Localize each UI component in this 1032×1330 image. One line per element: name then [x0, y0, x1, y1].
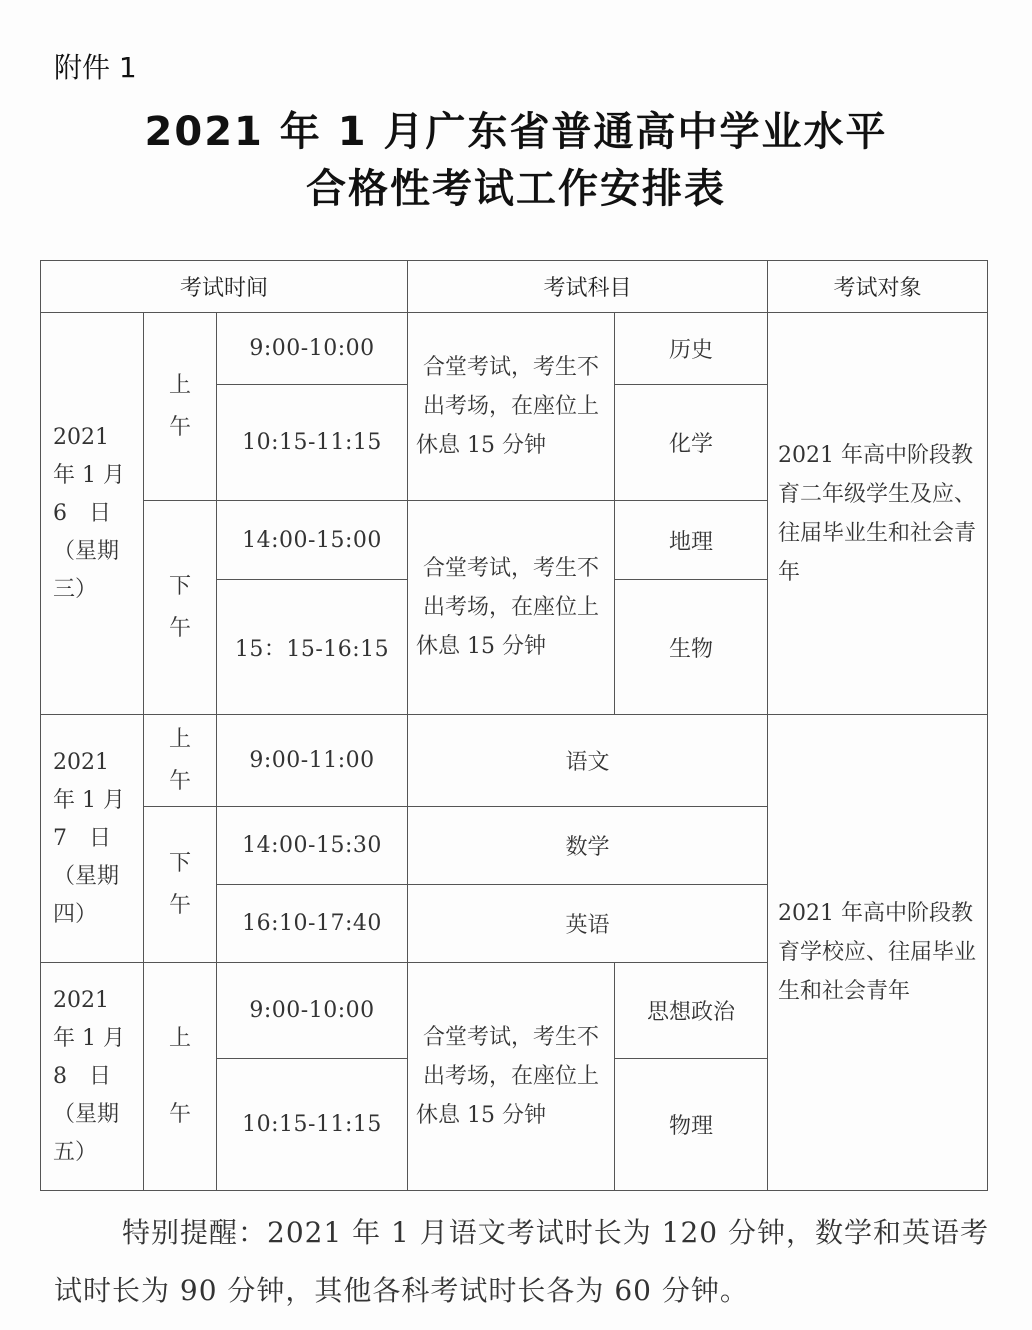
period-char: 午 [168, 1101, 191, 1127]
date-line: 年 1 月 [53, 787, 125, 813]
subject-cell: 语文 [408, 715, 768, 807]
subject-cell: 英语 [408, 885, 768, 963]
time-slot: 16:10-17:40 [217, 885, 408, 963]
period-char: 午 [168, 414, 191, 440]
date-line: 年 1 月 [53, 462, 125, 488]
date-line: 6 日 [53, 500, 111, 526]
period-char: 下 [168, 573, 191, 599]
period-char: 上 [168, 726, 191, 752]
header-exam-time: 考试时间 [41, 261, 408, 313]
header-exam-target: 考试对象 [768, 261, 988, 313]
time-slot: 14:00-15:00 [217, 501, 408, 580]
page-title-line-2: 合格性考试工作安排表 [306, 166, 726, 212]
period-morning [144, 963, 217, 1191]
date-line: 8 日 [53, 1063, 111, 1089]
date-line: （星期 [53, 863, 120, 889]
period-char: 下 [168, 850, 191, 876]
table-row [41, 313, 988, 385]
time-slot: 9:00-10:00 [217, 313, 408, 385]
attachment-label: 附件 1 [54, 51, 137, 84]
date-line: 2021 [53, 424, 109, 450]
date-line: （星期 [53, 1101, 120, 1127]
table-header-row [41, 261, 988, 313]
date-line: 2021 [53, 749, 109, 775]
header-exam-subject: 考试科目 [408, 261, 768, 313]
special-reminder: 特别提醒：2021 年 1 月语文考试时长为 120 分钟，数学和英语考试时长为 90 分钟，其他各科考试时长各为 60 分钟。 [54, 1216, 990, 1307]
time-slot: 15：15-16:15 [217, 580, 408, 715]
date-cell-day2 [41, 715, 144, 963]
time-slot: 10:15-11:15 [217, 1059, 408, 1191]
date-line: 三） [53, 576, 98, 602]
time-slot: 10:15-11:15 [217, 385, 408, 501]
period-afternoon [144, 807, 217, 963]
period-char: 上 [168, 1025, 191, 1051]
date-line: 2021 [53, 987, 109, 1013]
period-morning [144, 313, 217, 501]
period-char: 上 [168, 372, 191, 398]
date-line: 7 日 [53, 825, 111, 851]
target-cell-group1: 2021 年高中阶段教育二年级学生及应、往届毕业生和社会青年 [768, 313, 988, 715]
time-slot: 9:00-11:00 [217, 715, 408, 807]
table-row [41, 715, 988, 807]
session-note: 合堂考试，考生不出考场，在座位上休息 15 分钟 [408, 963, 615, 1191]
date-cell-day3 [41, 963, 144, 1191]
subject-cell: 思想政治 [615, 963, 768, 1059]
subject-cell: 物理 [615, 1059, 768, 1191]
page-title-line-1: 2021 年 1 月广东省普通高中学业水平 [144, 109, 888, 155]
subject-cell: 生物 [615, 580, 768, 715]
subject-cell: 数学 [408, 807, 768, 885]
time-slot: 14:00-15:30 [217, 807, 408, 885]
subject-cell: 化学 [615, 385, 768, 501]
date-line: 年 1 月 [53, 1025, 125, 1051]
date-line: 四） [53, 901, 98, 927]
period-char: 午 [168, 892, 191, 918]
date-line: （星期 [53, 538, 120, 564]
subject-cell: 地理 [615, 501, 768, 580]
period-char: 午 [168, 768, 191, 794]
period-afternoon [144, 501, 217, 715]
date-cell-day1 [41, 313, 144, 715]
session-note: 合堂考试，考生不出考场，在座位上休息 15 分钟 [408, 501, 615, 715]
date-line: 五） [53, 1139, 98, 1165]
target-cell-group2: 2021 年高中阶段教育学校应、往届毕业生和社会青年 [768, 715, 988, 1191]
subject-cell: 历史 [615, 313, 768, 385]
session-note: 合堂考试，考生不出考场，在座位上休息 15 分钟 [408, 313, 615, 501]
period-char: 午 [168, 615, 191, 641]
exam-schedule-table [40, 260, 988, 1191]
period-morning [144, 715, 217, 807]
time-slot: 9:00-10:00 [217, 963, 408, 1059]
